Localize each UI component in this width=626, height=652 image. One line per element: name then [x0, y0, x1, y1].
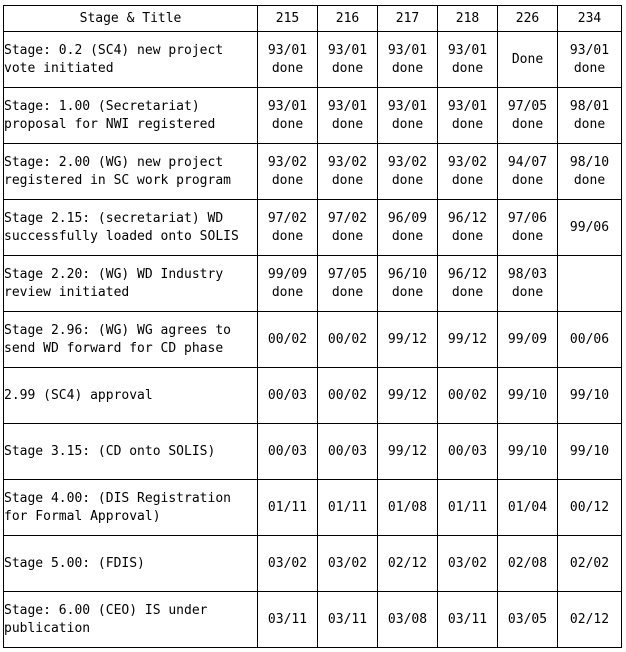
value-cell: 93/02 done — [378, 144, 438, 200]
value-cell: 00/12 — [558, 480, 622, 536]
stage-status-table — [3, 5, 622, 648]
value-cell: Done — [498, 32, 558, 88]
value-cell: 00/06 — [558, 312, 622, 368]
value-cell: 02/12 — [558, 592, 622, 648]
value-cell: 03/02 — [438, 536, 498, 592]
stage-cell: 2.99 (SC4) approval — [4, 368, 258, 424]
value-cell: 01/08 — [378, 480, 438, 536]
value-cell: 93/01 done — [258, 88, 318, 144]
value-cell: 93/01 done — [558, 32, 622, 88]
value-cell: 00/02 — [318, 312, 378, 368]
value-cell: 01/04 — [498, 480, 558, 536]
table-row — [4, 88, 622, 144]
value-cell: 01/11 — [318, 480, 378, 536]
value-cell: 99/12 — [378, 368, 438, 424]
value-cell: 93/01 done — [378, 88, 438, 144]
stage-cell: Stage: 6.00 (CEO) IS under publication — [4, 592, 258, 648]
value-cell: 99/12 — [378, 312, 438, 368]
header-part-234: 234 — [558, 6, 622, 32]
stage-cell: Stage 2.96: (WG) WG agrees to send WD forward for CD phase — [4, 312, 258, 368]
value-cell: 98/10 done — [558, 144, 622, 200]
value-cell: 02/02 — [558, 536, 622, 592]
value-cell: 02/12 — [378, 536, 438, 592]
value-cell: 99/12 — [438, 312, 498, 368]
value-cell: 93/01 done — [378, 32, 438, 88]
value-cell — [558, 256, 622, 312]
value-cell: 03/02 — [318, 536, 378, 592]
value-cell: 00/03 — [318, 424, 378, 480]
value-cell: 93/02 done — [438, 144, 498, 200]
value-cell: 03/11 — [438, 592, 498, 648]
value-cell: 99/10 — [498, 424, 558, 480]
header-part-218: 218 — [438, 6, 498, 32]
value-cell: 99/10 — [498, 368, 558, 424]
stage-cell: Stage 3.15: (CD onto SOLIS) — [4, 424, 258, 480]
stage-cell: Stage: 0.2 (SC4) new project vote initiated — [4, 32, 258, 88]
value-cell: 97/02 done — [318, 200, 378, 256]
table-row — [4, 424, 622, 480]
value-cell: 00/03 — [258, 368, 318, 424]
stage-cell: Stage: 1.00 (Secretariat) proposal for NWI registered — [4, 88, 258, 144]
stage-cell: Stage 4.00: (DIS Registration for Formal Approval) — [4, 480, 258, 536]
value-cell: 00/02 — [258, 312, 318, 368]
value-cell: 99/09 done — [258, 256, 318, 312]
value-cell: 99/12 — [378, 424, 438, 480]
table-row — [4, 480, 622, 536]
value-cell: 96/09 done — [378, 200, 438, 256]
value-cell: 03/11 — [318, 592, 378, 648]
header-part-226: 226 — [498, 6, 558, 32]
value-cell: 01/11 — [258, 480, 318, 536]
value-cell: 99/09 — [498, 312, 558, 368]
value-cell: 03/08 — [378, 592, 438, 648]
value-cell: 99/10 — [558, 424, 622, 480]
header-part-216: 216 — [318, 6, 378, 32]
value-cell: 93/01 done — [318, 32, 378, 88]
value-cell: 99/06 — [558, 200, 622, 256]
value-cell: 97/05 done — [498, 88, 558, 144]
value-cell: 98/03 done — [498, 256, 558, 312]
stage-cell: Stage 5.00: (FDIS) — [4, 536, 258, 592]
table-row — [4, 144, 622, 200]
value-cell: 93/02 done — [318, 144, 378, 200]
value-cell: 93/01 done — [438, 88, 498, 144]
value-cell: 96/12 done — [438, 200, 498, 256]
value-cell: 00/02 — [318, 368, 378, 424]
table-header — [4, 6, 622, 32]
header-part-215: 215 — [258, 6, 318, 32]
value-cell: 94/07 done — [498, 144, 558, 200]
value-cell: 03/11 — [258, 592, 318, 648]
table-body — [4, 32, 622, 648]
table-row — [4, 312, 622, 368]
value-cell: 01/11 — [438, 480, 498, 536]
value-cell: 97/06 done — [498, 200, 558, 256]
value-cell: 02/08 — [498, 536, 558, 592]
value-cell: 03/05 — [498, 592, 558, 648]
stage-cell: Stage 2.20: (WG) WD Industry review initiated — [4, 256, 258, 312]
value-cell: 97/02 done — [258, 200, 318, 256]
value-cell: 03/02 — [258, 536, 318, 592]
value-cell: 00/03 — [438, 424, 498, 480]
header-row — [4, 6, 622, 32]
header-part-217: 217 — [378, 6, 438, 32]
table-row — [4, 592, 622, 648]
table-row — [4, 256, 622, 312]
value-cell: 00/03 — [258, 424, 318, 480]
value-cell: 93/01 done — [318, 88, 378, 144]
value-cell: 96/10 done — [378, 256, 438, 312]
table-row — [4, 200, 622, 256]
value-cell: 93/01 done — [258, 32, 318, 88]
value-cell: 00/02 — [438, 368, 498, 424]
value-cell: 96/12 done — [438, 256, 498, 312]
value-cell: 99/10 — [558, 368, 622, 424]
table-row — [4, 32, 622, 88]
table-row — [4, 368, 622, 424]
header-stage-title: Stage & Title — [4, 6, 258, 32]
value-cell: 93/01 done — [438, 32, 498, 88]
value-cell: 98/01 done — [558, 88, 622, 144]
stage-cell: Stage 2.15: (secretariat) WD successfully loaded onto SOLIS — [4, 200, 258, 256]
table-row — [4, 536, 622, 592]
value-cell: 93/02 done — [258, 144, 318, 200]
stage-cell: Stage: 2.00 (WG) new project registered in SC work program — [4, 144, 258, 200]
value-cell: 97/05 done — [318, 256, 378, 312]
